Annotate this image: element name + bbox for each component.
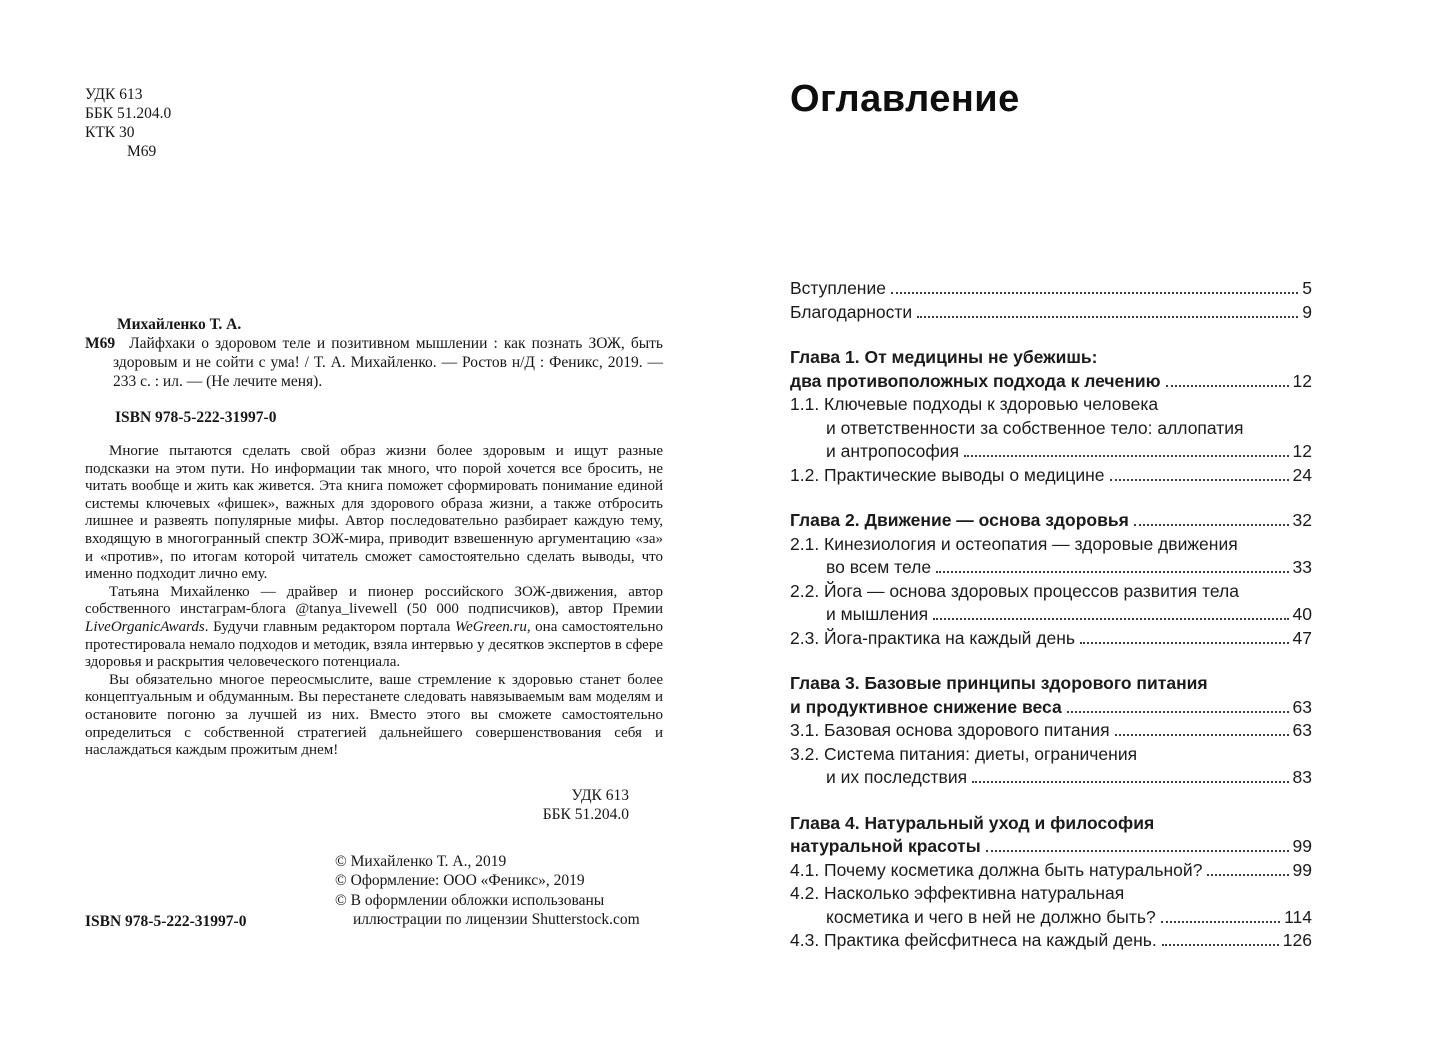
annotation-text-run: Многие пытаются сделать свой образ жизни более здоровым и ищут разные подсказки на этом пути. Но информации так много, что порой хочется все бросить, не читать вообще и жить как живется. Эта книга поможет сформировать понимание единой системы ключевых «фишек», важных для здорового образа жизни, а также отбросить лишнее и развеять популярные мифы. Автор последовательно разбирает каждую тему, входящую в многогранный спектр ЗОЖ-мира, приводит взвешенную аргументацию «за» и «против», по итогам которой читатель сможет самостоятельно сделать выводы, что именно подходит лично ему. — [85, 443, 663, 583]
dotted-leader — [964, 455, 1288, 457]
toc-chapter-entry — [790, 812, 1312, 859]
toc-entry-text: и антропософия — [826, 441, 960, 461]
toc-line — [790, 929, 1312, 953]
copyright-line: © Михайленко Т. А., 2019 — [335, 852, 507, 870]
dotted-leader — [1080, 642, 1288, 644]
toc-line — [790, 580, 1312, 604]
toc-entry-text: Глава 4. Натуральный уход и философия — [790, 812, 1155, 833]
dotted-leader — [1207, 874, 1288, 876]
toc-entry-text: 4.2. Насколько эффективна натуральная — [790, 883, 1125, 903]
isbn-number: ISBN 978-5-222-31997-0 — [115, 409, 277, 426]
toc-entry — [790, 301, 1312, 325]
toc-entry — [790, 929, 1312, 953]
toc-page-number: 83 — [1292, 767, 1312, 787]
toc-entry — [790, 533, 1312, 580]
author-name: Михайленко Т. А. — [117, 316, 242, 333]
toc-entry-text: косметика и чего в ней не должно быть? — [826, 906, 1156, 927]
udk-code: УДК 613 — [85, 86, 143, 103]
toc-entry-text: 2.1. Кинезиология и остеопатия — здоровые движения — [790, 533, 1238, 554]
dotted-leader — [1134, 524, 1289, 526]
toc-line — [790, 603, 1312, 627]
toc-chapter-entry — [790, 509, 1312, 533]
dotted-leader — [972, 781, 1288, 783]
bbk-code: ББК 51.204.0 — [85, 105, 172, 122]
toc-line — [790, 766, 1312, 790]
dotted-leader — [1115, 734, 1289, 736]
annotation-italic-run: LiveOrganicAwards — [85, 618, 205, 635]
toc-line — [790, 464, 1312, 488]
toc-line — [790, 743, 1312, 767]
toc-line — [790, 672, 1312, 696]
toc-entry-text: 1.1. Ключевые подходы к здоровью человека — [790, 394, 1159, 414]
toc-entry — [790, 277, 1312, 301]
toc-page-number: 24 — [1292, 464, 1312, 485]
toc-page-number: 32 — [1292, 510, 1312, 530]
toc-entry-text: 4.1. Почему косметика должна быть натуральной? — [790, 859, 1203, 880]
dotted-leader — [933, 618, 1288, 620]
classification-codes — [85, 85, 663, 161]
copyright-line: © В оформлении обложки использованы — [335, 891, 605, 909]
toc-line — [790, 835, 1312, 859]
toc-entry — [790, 719, 1312, 743]
dotted-leader — [1067, 711, 1289, 713]
toc-page-number: 12 — [1292, 370, 1312, 391]
toc-entry-text: Глава 1. От медицины не убежишь: — [790, 347, 1098, 367]
toc-entry-text: 2.3. Йога-практика на каждый день — [790, 627, 1076, 648]
toc-line — [790, 719, 1312, 743]
dotted-leader — [1161, 921, 1280, 923]
dotted-leader — [1166, 385, 1289, 387]
toc-entry — [790, 882, 1312, 929]
footer-classification-codes — [85, 786, 663, 824]
page-title: Оглавление — [790, 78, 1020, 120]
dotted-leader — [891, 292, 1298, 294]
toc-page-number: 99 — [1292, 859, 1312, 880]
toc-entry — [790, 393, 1312, 464]
toc-page-number: 47 — [1292, 627, 1312, 648]
annotation-text-run: , она самостоятельно протестировала немало подходов и методик, взяла интервью у десятков экспертов в сфере здоровья и раскрытия человеческого потенциала. — [85, 618, 663, 671]
toc-entry-text: Глава 3. Базовые принципы здорового питания — [790, 673, 1208, 693]
dotted-leader — [1162, 944, 1279, 946]
toc-page-number: 114 — [1284, 906, 1312, 927]
toc-entry — [790, 580, 1312, 627]
bibliographic-text: Лайфхаки о здоровом теле и позитивном мышлении : как познать ЗОЖ, быть здоровым и не сойти с ума! / Т. А. Михайленко. — Ростов н/Д : Феникс, 2019. — 233 с. : ил. — (Не лечите меня). — [113, 335, 663, 390]
toc-page-number: 33 — [1292, 557, 1312, 577]
dotted-leader — [986, 850, 1289, 852]
toc-entry-text: 1.2. Практические выводы о медицине — [790, 464, 1105, 485]
toc-line — [790, 556, 1312, 580]
toc-chapter-entry — [790, 672, 1312, 719]
toc-line — [790, 301, 1312, 325]
bibliographic-entry — [85, 334, 663, 391]
toc-line — [790, 277, 1312, 301]
toc-entry-text: Благодарности — [790, 301, 913, 322]
toc-line — [790, 627, 1312, 651]
toc-line — [790, 509, 1312, 533]
annotation-italic-run: WeGreen.ru — [455, 618, 527, 635]
copyright-line: © Оформление: ООО «Феникс», 2019 — [335, 872, 585, 890]
toc-entry — [790, 464, 1312, 488]
toc-entry-text: во всем теле — [826, 557, 932, 577]
toc-entry — [790, 627, 1312, 651]
toc-page-number: 63 — [1292, 696, 1312, 717]
bbk-code-footer: ББК 51.204.0 — [542, 805, 629, 823]
toc-line — [790, 859, 1312, 883]
toc-entry-text: 3.1. Базовая основа здорового питания — [790, 720, 1110, 740]
copyright-line: иллюстрации по лицензии Shutterstock.com — [353, 911, 640, 929]
catalog-code: М69 — [85, 335, 116, 352]
toc-page-number: 9 — [1302, 301, 1312, 322]
toc-line — [790, 696, 1312, 720]
toc-entry-text: Глава 2. Движение — основа здоровья — [790, 510, 1129, 530]
toc-line — [790, 882, 1312, 906]
toc-entry — [790, 859, 1312, 883]
author-sign-code: М69 — [127, 143, 157, 160]
toc-line — [790, 393, 1312, 417]
toc-entry-text: 3.2. Система питания: диеты, ограничения — [790, 743, 1138, 764]
toc-page-number: 63 — [1292, 720, 1312, 740]
udk-code-footer: УДК 613 — [571, 786, 629, 804]
dotted-leader — [936, 571, 1288, 573]
imprint-page — [85, 85, 663, 930]
isbn-number-footer: ISBN 978-5-222-31997-0 — [85, 913, 247, 930]
toc-entry-text: и продуктивное снижение веса — [790, 696, 1062, 717]
copyright-block — [335, 852, 663, 930]
table-of-contents-page — [790, 78, 1312, 953]
toc-page-number: 12 — [1292, 441, 1312, 461]
annotation-text-run: Татьяна Михайленко — драйвер и пионер российского ЗОЖ-движения, автор собственного инстаграм-блога @tanya_livewell (50 000 подписчиков), автор Премии — [85, 583, 663, 618]
annotation-text-run: Вы обязательно многое переосмыслите, ваше стремление к здоровью станет более концептуальным и обдуманным. Вы перестанете следовать навязываемым вам моделям и остановите погоню за лучшей из них. Вместо этого вы сможете самостоятельно определиться с собственной стратегией дальнейшего совершенствования себя и наслаждаться каждым прожитым днем! — [85, 671, 663, 759]
toc-line — [790, 370, 1312, 394]
toc-entry-text: натуральной красоты — [790, 836, 981, 856]
dotted-leader — [917, 316, 1298, 318]
annotation-paragraph — [85, 672, 663, 760]
annotation-text-run: . Будучи главным редактором портала — [204, 618, 456, 635]
annotation — [85, 443, 663, 760]
toc-line — [790, 440, 1312, 464]
toc-line — [790, 346, 1312, 370]
toc-page-number: 40 — [1292, 604, 1312, 624]
toc-page-number: 99 — [1292, 836, 1312, 856]
toc-entry-text: и ответственности за собственное тело: аллопатия — [826, 417, 1244, 438]
annotation-paragraph — [85, 584, 663, 672]
annotation-paragraph — [85, 443, 663, 584]
toc-entry-text: и их последствия — [826, 767, 968, 787]
toc-entry — [790, 743, 1312, 790]
toc-page-number: 126 — [1282, 930, 1312, 950]
ktk-code: КТК 30 — [85, 124, 135, 141]
toc-chapter-entry — [790, 346, 1312, 393]
dotted-leader — [1110, 479, 1289, 481]
toc-entry-text: Вступление — [790, 278, 886, 298]
toc-entry-text: 4.3. Практика фейсфитнеса на каждый день. — [790, 930, 1157, 950]
toc-line — [790, 533, 1312, 557]
toc-line — [790, 417, 1312, 441]
toc-line — [790, 812, 1312, 836]
toc-list — [790, 277, 1312, 953]
toc-line — [790, 906, 1312, 930]
toc-page-number: 5 — [1302, 278, 1312, 298]
toc-entry-text: два противоположных подхода к лечению — [790, 370, 1161, 391]
toc-entry-text: 2.2. Йога — основа здоровых процессов развития тела — [790, 580, 1239, 601]
toc-entry-text: и мышления — [826, 604, 929, 624]
